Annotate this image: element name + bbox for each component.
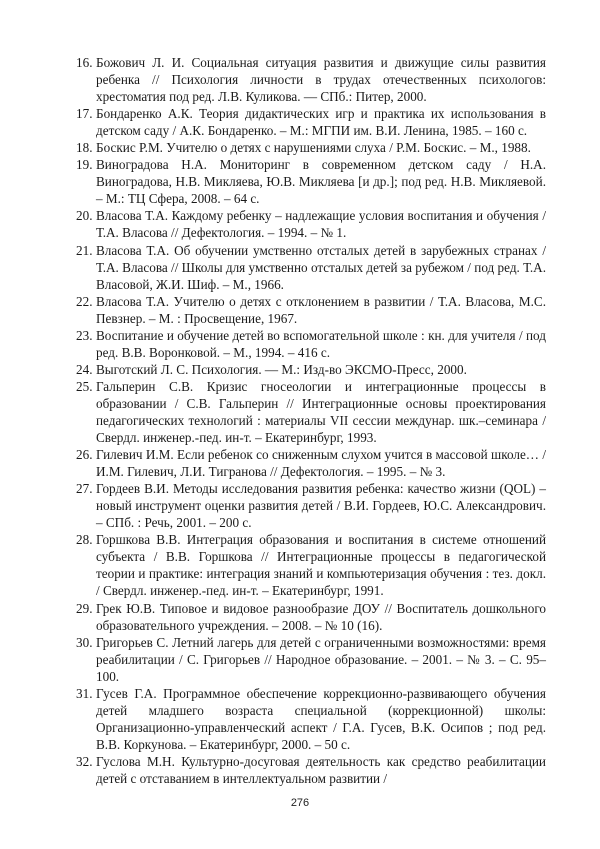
- reference-text: Гусев Г.А. Программное обеспечение коррекционно-развивающего обучения детей младшего возраста специальной (коррекционной) школы: Организационно-управленческий аспект / Г.А. Гусев, В.К. Осипов ; под ред. В.В. Коркунова. – Екатеринбург, 2000. – 50 с.: [96, 685, 546, 752]
- reference-item-30: [76, 634, 546, 685]
- reference-item-29: [76, 600, 546, 634]
- reference-item-17: [76, 105, 546, 139]
- reference-text: Выготский Л. С. Психология. — М.: Изд-во ЭКСМО-Пресс, 2000.: [96, 361, 467, 377]
- reference-item-25: [76, 378, 546, 446]
- reference-text: Григорьев С. Летний лагерь для детей с ограниченными возможностями: время реабилитации / С. Григорьев // Народное образование. – 2001. – № 3. – С. 95–100.: [96, 634, 546, 684]
- reference-text: Власова Т.А. Учителю о детях с отклонением в развитии / Т.А. Власова, М.С. Певзнер. – М. : Просвещение, 1967.: [96, 293, 546, 326]
- reference-item-20: [76, 207, 546, 241]
- reference-number: 25.: [76, 378, 93, 394]
- reference-text: Боскис Р.М. Учителю о детях с нарушениями слуха / Р.М. Боскис. – М., 1988.: [96, 140, 531, 156]
- reference-text: Бондаренко А.К. Теория дидактических игр и практика их использования в детском саду / А.К. Бондаренко. – М.: МГПИ им. В.И. Ленина, 1985. – 160 с.: [96, 106, 546, 139]
- reference-text: Божович Л. И. Социальная ситуация развития и движущие силы развития ребенка // Психология личности в трудах отечественных психологов: хрестоматия под ред. Л.В. Куликова. — СПб.: Питер, 2000.: [96, 55, 546, 105]
- reference-number: 31.: [76, 685, 93, 701]
- reference-item-23: [76, 327, 546, 361]
- reference-number: 18.: [76, 140, 93, 156]
- reference-number: 23.: [76, 327, 93, 343]
- reference-text: Виноградова Н.А. Мониторинг в современном детском саду / Н.А. Виноградова, Н.В. Микляева, Ю.В. Микляева [и др.]; под ред. Н.В. Микляевой. – М.: ТЦ Сфера, 2008. – 64 с.: [96, 157, 546, 207]
- reference-number: 30.: [76, 634, 93, 650]
- reference-number: 26.: [76, 447, 93, 463]
- reference-text: Горшкова В.В. Интеграция образования и воспитания в системе отношений субъекта / В.В. Горшкова // Интеграционные процессы в педагогической теории и практике: интеграция знаний и компьютеризация обучения : тез. докл. / Свердл. инженер.-пед. ин-т. – Екатеринбург, 1991.: [96, 532, 546, 599]
- reference-text: Власова Т.А. Об обучении умственно отсталых детей в зарубежных странах / Т.А. Власова // Школы для умственно отсталых детей за рубежом / под ред. Т.А. Власовой, Ж.И. Шиф. – М., 1966.: [96, 242, 546, 292]
- reference-number: 16.: [76, 55, 93, 70]
- reference-item-16: [76, 54, 546, 105]
- reference-number: 28.: [76, 532, 93, 548]
- reference-item-19: [76, 156, 546, 207]
- reference-item-27: [76, 480, 546, 531]
- reference-number: 19.: [76, 157, 93, 173]
- reference-number: 22.: [76, 293, 93, 309]
- reference-text: Гальперин С.В. Кризис гносеологии и интеграционные процессы в образовании / С.В. Гальперин // Интеграционные основы проектирования педагогических технологий : материалы VII сессии междунар. шк.–семинара / Свердл. инженер.-пед. ин-т. – Екатеринбург, 1993.: [96, 378, 546, 446]
- reference-number: 27.: [76, 481, 93, 497]
- reference-item-22: [76, 293, 546, 327]
- reference-item-21: [76, 242, 546, 293]
- reference-item-31: [76, 685, 546, 753]
- reference-text: Гилевич И.М. Если ребенок со сниженным слухом учится в массовой школе… / И.М. Гилевич, Л.И. Тигранова // Дефектология. – 1995. – № 3.: [96, 447, 546, 480]
- reference-text: Гуслова М.Н. Культурно-досуговая деятельность как средство реабилитации детей с отставанием в интеллектуальном развитии /: [96, 753, 546, 786]
- page-number: 276: [290, 797, 310, 809]
- reference-number: 24.: [76, 361, 93, 377]
- reference-text: Гордеев В.И. Методы исследования развития ребенка: качество жизни (QOL) – новый инструмент оценки развития детей / В.И. Гордеев, Ю.С. Александрович. – СПб. : Речь, 2001. – 200 с.: [96, 481, 546, 531]
- reference-item-24: [76, 361, 546, 378]
- reference-item-32: [76, 753, 546, 787]
- reference-text: Власова Т.А. Каждому ребенку – надлежащие условия воспитания и обучения / Т.А. Власова // Дефектология. – 1994. – № 1.: [96, 208, 546, 241]
- reference-number: 32.: [76, 753, 93, 769]
- reference-list: [76, 54, 546, 787]
- reference-text: Грек Ю.В. Типовое и видовое разнообразие ДОУ // Воспитатель дошкольного образовательного учреждения. – 2008. – № 10 (16).: [96, 600, 546, 633]
- reference-item-26: [76, 446, 546, 480]
- reference-number: 21.: [76, 242, 93, 258]
- reference-text: Воспитание и обучение детей во вспомогательной школе : кн. для учителя / под ред. В.В. Воронковой. – М., 1994. – 416 с.: [96, 327, 546, 360]
- reference-item-18: [76, 139, 546, 156]
- reference-number: 17.: [76, 106, 93, 122]
- reference-item-28: [76, 531, 546, 599]
- reference-number: 20.: [76, 208, 93, 224]
- reference-number: 29.: [76, 600, 93, 616]
